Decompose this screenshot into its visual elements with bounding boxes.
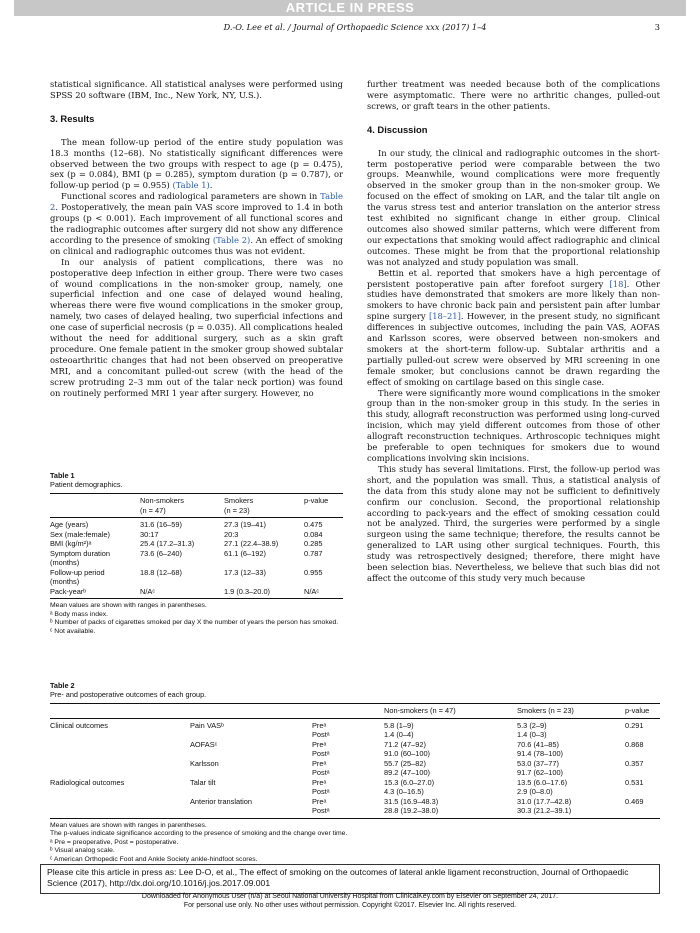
table1-header-row — [50, 494, 343, 518]
table2-cell: 31.0 (17.7–42.8) — [517, 796, 572, 806]
table1-row — [50, 568, 343, 587]
table2-cell: 91.0 (60–100) — [384, 749, 431, 758]
table2-row — [50, 730, 660, 740]
table1-cell: 73.6 (6–240) — [140, 548, 182, 558]
table1-cell: 20:3 — [224, 529, 239, 539]
table2-row — [50, 749, 660, 759]
table2-link[interactable]: Table 2 — [50, 191, 343, 213]
table2-cell: 0.868 — [625, 739, 644, 749]
table1-cell: Pack-yearᵇ — [50, 586, 87, 596]
article-in-press-banner: ARTICLE IN PRESS — [14, 0, 686, 16]
table2-cell: Anterior translation — [190, 796, 253, 806]
table1-note: Mean values are shown with ranges in parentheses. — [50, 602, 207, 609]
table2-cell: Postᵃ — [312, 768, 330, 777]
table2-cell: Talar tilt — [190, 777, 216, 787]
table1-cell: 18.8 (12–68) — [140, 567, 182, 577]
table2-row — [50, 787, 660, 797]
table2-block — [50, 681, 660, 864]
table2-row — [50, 740, 660, 750]
table2-cell — [50, 797, 190, 807]
table2-cell: Preᵃ — [312, 796, 327, 806]
table2-cell: 53.0 (37–77) — [517, 758, 559, 768]
discussion-paragraph-1: In our study, the clinical and radiographic outcomes in the short-term postoperative period were comparable between the two groups. Meanwhile, wound complications were more frequently observed in the smoker group than in the non-smoker group. We focused on the effect of smoking on LAR, and the talar tilt angle on the varus stress test and anterior translation on the anterior stress test exhibited no significant change in either group. Clinical outcomes also showed similar patterns, which were different from our expectations that smoking would affect radiographic and clinical outcomes. These might be from that the proportional relationship was not analyzed and study population was small. — [367, 147, 660, 267]
table1-cell: 0.955 — [304, 567, 323, 577]
table2-cell: 55.7 (25–82) — [384, 758, 426, 768]
table2-cell: 15.3 (6.0–27.0) — [384, 777, 435, 787]
table2-cell — [190, 749, 312, 759]
right-intro-paragraph: further treatment was needed because both of the complications were asymptomatic. There were no arthritic changes, pulled-out screws, or graft tears in the other patients. — [367, 79, 660, 111]
table2 — [50, 703, 660, 819]
table2-header-cell: Non-smokers (n = 47) — [384, 704, 517, 719]
table1-cell: Sex (male:female) — [50, 529, 110, 539]
table1-cell: Age (years) — [50, 520, 89, 529]
table2-cell — [190, 730, 312, 740]
table2-cell — [625, 749, 660, 759]
table1-header-cell: p-value — [304, 494, 343, 518]
table2-cell: Pain VASᵇ — [190, 720, 224, 730]
table2-cell: 0.531 — [625, 777, 644, 787]
table2-cell — [625, 806, 660, 818]
table2-cell: 91.7 (62–100) — [517, 768, 564, 777]
results-paragraph-1: The mean follow-up period of the entire study population was 18.3 months (12–68). No statistically significant differences were observed between the two groups with respect to age (p = 0.475), sex (p = 0.084), BMI (p = 0.285), symptom duration (p = 0.787), or follow-up period (p = 0.955) (Table 1). — [50, 136, 343, 191]
table1-row — [50, 549, 343, 568]
table1-cell: 0.285 — [304, 539, 323, 548]
table1 — [50, 493, 343, 599]
table2-cell: 5.8 (1–9) — [384, 720, 414, 730]
table2-row — [50, 718, 660, 730]
citation-box — [40, 864, 660, 894]
table1-cell: 27.3 (19–41) — [224, 520, 266, 529]
results-paragraph-2: Functional scores and radiological parameters are shown in Table 2. Postoperatively, the mean pain VAS score improved to 1.4 in both groups (p < 0.001). Each improvement of all functional scores and the radiographic outcomes after surgery did not show any difference according to the presence of smoking (Table 2). An effect of smoking on clinical and radiographic outcomes thus was not evident. — [50, 191, 343, 256]
table2-header-cell — [312, 704, 384, 719]
table2-cell: 5.3 (2–9) — [517, 720, 547, 730]
table2-cell: Preᵃ — [312, 758, 327, 768]
discussion-paragraph-4: This study has several limitations. First, the follow-up period was short, and the population was small. Thus, a statistical analysis of the data from this study alone may not be sufficient to definitively confirm our conclusion. Second, the proportional relationship according to pack-years and the effect of smoking cessation could not be analyzed. Third, the surgeries were performed by a single surgeon using the same technique; therefore, the results cannot be generalized to LAR using other surgical techniques. Fourth, this study was retrospectively designed; therefore, there might have been selection bias. Nevertheless, we believe that such bias did not affect the outcome of this study very much because — [367, 463, 660, 583]
table1-cell: 0.787 — [304, 548, 323, 558]
table2-row — [50, 759, 660, 769]
table1-cell: 0.475 — [304, 520, 323, 529]
table2-note: ᵃ Pre = preoperative, Post = postoperative. — [50, 838, 179, 846]
citation-text: Please cite this article in press as: Lee D-O, et al., The effect of smoking on the outcomes of lateral ankle ligament reconstruction, Journal of Orthopaedic Science (2017), http://dx.doi.org/10.1016/j.jos.2017.09.001 — [47, 867, 629, 888]
table2-cell: 0.469 — [625, 796, 644, 806]
table1-cell: 1.9 (0.3–20.0) — [224, 586, 271, 596]
table2-cell: 4.3 (0–16.5) — [384, 787, 424, 796]
table2-row — [50, 778, 660, 788]
table2-cell: 89.2 (47–100) — [384, 768, 431, 777]
table2-cell — [625, 768, 660, 778]
table2-cell: 71.2 (47–92) — [384, 739, 426, 749]
table1-header-cell: Smokers (n = 23) — [224, 494, 304, 518]
table2-cell — [50, 768, 190, 778]
table1-cell: N/Aᶜ — [304, 586, 319, 596]
table1-cell: 27.1 (22.4–38.9) — [224, 539, 279, 548]
table2-cell: Karlsson — [190, 758, 219, 768]
table1-cell: Symptom duration (months) — [50, 548, 110, 567]
table2-cell — [50, 740, 190, 750]
table2-cell — [50, 730, 190, 740]
table1-cell: 61.1 (6–192) — [224, 548, 266, 558]
table2-cell: Postᵃ — [312, 787, 330, 796]
table2-cell — [625, 730, 660, 740]
results-heading: 3. Results — [50, 112, 95, 124]
table2-cell — [625, 787, 660, 797]
table1-cell: BMI (kg/m²)ᵃ — [50, 539, 92, 548]
discussion-heading: 4. Discussion — [367, 123, 428, 135]
table1-notes — [50, 602, 343, 636]
table2-row — [50, 797, 660, 807]
table2-cell: AOFASᶜ — [190, 739, 218, 749]
table2-cell — [190, 806, 312, 818]
left-intro-paragraph: statistical significance. All statistical analyses were performed using SPSS 20 software (IBM, Inc., New York, NY, U.S.). — [50, 79, 343, 100]
download-notice-1: Downloaded for Anonymous User (n/a) at Seoul National University Hospital from ClinicalKey.com by Elsevier on September 24, 2017. — [141, 893, 559, 900]
table1-row — [50, 530, 343, 540]
table1-title: Patient demographics. — [50, 480, 123, 489]
table2-cell: 0.357 — [625, 758, 644, 768]
table2-cell — [190, 768, 312, 778]
table2-cell: 70.6 (41–85) — [517, 739, 559, 749]
table2-cell: 1.4 (0–4) — [384, 730, 414, 739]
table1-cell: 0.084 — [304, 529, 323, 539]
table2-cell: 28.8 (19.2–38.0) — [384, 806, 439, 815]
table2-cell: Preᵃ — [312, 720, 327, 730]
table2-row — [50, 806, 660, 818]
table2-header-cell — [190, 704, 312, 719]
table2-row — [50, 768, 660, 778]
table2-cell — [50, 806, 190, 818]
right-column — [367, 79, 660, 584]
table2-cell: Preᵃ — [312, 739, 327, 749]
table2-header-cell — [50, 704, 190, 719]
table2-cell: Preᵃ — [312, 777, 327, 787]
table1-block — [50, 471, 343, 636]
table1-cell: N/Aᶜ — [140, 586, 155, 596]
table2-cell: 30.3 (21.2–39.1) — [517, 806, 572, 815]
left-column — [50, 79, 343, 398]
table2-note: Mean values are shown with ranges in parentheses. — [50, 821, 207, 829]
table1-row — [50, 587, 343, 599]
table1-row — [50, 518, 343, 530]
table2-header-cell: Smokers (n = 23) — [517, 704, 625, 719]
table1-link[interactable]: (Table 1) — [172, 180, 210, 191]
discussion-paragraph-2: Bettin et al. reported that smokers have a high percentage of persistent postoperative pain after forefoot surgery [18]. Other studies have demonstrated that smokers are more likely than non-smokers to have chronic back pain and persistent pain after lumbar spine surgery [18–21]. However, in the present study, no significant differences in subjective outcomes, including the pain VAS, AOFAS and Karlsson scores, were observed between non-smokers and smokers at the short-term follow-up. Subtalar arthritis and a partially pulled-out screw were observed by MRI screening in one female smoker, but conclusions cannot be drawn regarding the effect of smoking on cartilage based on this single case. — [367, 267, 660, 387]
table2-note: ᵇ Visual analog scale. — [50, 847, 115, 855]
table1-cell: Follow-up period (months) — [50, 567, 105, 586]
table1-header-cell: Non-smokers (n = 47) — [140, 494, 224, 518]
page-number: 3 — [654, 22, 660, 32]
table2-cell — [190, 787, 312, 797]
discussion-paragraph-3: There were significantly more wound complications in the smoker group than in the non-smoker group in this study. In the series in this study, allograft reconstruction was performed using long-curved incision, which may yield different outcomes from those of other allograft reconstruction techniques. Arthroscopic techniques might be preferable to open techniques for smokers due to wound complications involving skin incisions. — [367, 387, 660, 463]
table2-cell: 0.291 — [625, 720, 644, 730]
table1-cell: 31.6 (16–59) — [140, 520, 182, 529]
ref-18-21-link[interactable]: [18–21] — [428, 311, 461, 322]
table2-cell — [50, 787, 190, 797]
table2-notes — [50, 822, 660, 865]
table1-row — [50, 539, 343, 549]
table2-header-cell: p-value — [625, 704, 660, 719]
table2-cell: Radiological outcomes — [50, 777, 125, 787]
table2-cell: Clinical outcomes — [50, 720, 108, 730]
table2-cell — [50, 749, 190, 759]
table2-cell: 31.5 (16.9–48.3) — [384, 796, 439, 806]
table2-cell: 13.5 (6.0–17.6) — [517, 777, 568, 787]
table1-header-cell — [50, 494, 140, 518]
ref-18-link[interactable]: [18] — [609, 278, 627, 289]
download-notice-2: For personal use only. No other uses without permission. Copyright ©2017. Elsevier Inc. All rights reserved. — [183, 902, 517, 909]
table1-cell: 30:17 — [140, 529, 159, 539]
table2-note: The p-values indicate significance according to the presence of smoking and the change over time. — [50, 830, 348, 838]
table1-note: ᶜ Not available. — [50, 627, 96, 635]
table2-cell: Postᵃ — [312, 806, 330, 815]
table2-cell: 1.4 (0–3) — [517, 730, 547, 739]
table2-note: ᶜ American Orthopedic Foot and Ankle Society ankle-hindfoot scores. — [50, 855, 258, 863]
table1-note: ᵃ Body mass index. — [50, 610, 109, 618]
table1-note: ᵇ Number of packs of cigarettes smoked per day X the number of years the person has smoked. — [50, 619, 339, 627]
table1-caption: Table 1 — [50, 471, 75, 480]
table2-caption: Table 2 — [50, 681, 75, 690]
table2-cell — [50, 759, 190, 769]
table2-cell: Postᵃ — [312, 749, 330, 758]
table1-cell: 25.4 (17.2–31.3) — [140, 539, 195, 548]
results-paragraph-3: In our analysis of patient complications, there was no postoperative deep infection in either group. There were two cases of wound complications in the non-smoker group, namely, one superficial infection and one case of delayed wound healing, whereas there were five wound complications in the smoker group, namely, two cases of delayed healing, two superficial infections and one case of superficial necrosis (p = 0.035). All complications healed without the need for additional surgery, such as a skin graft procedure. One female patient in the smoker group showed subtalar osteoarthritic changes that had not been observed on preoperative MRI, and a concomitant pulled-out screw (with the head of the screw protruding 2–3 mm out of the talar neck portion) was found on routinely performed MRI 1 year after surgery. However, no — [50, 256, 343, 398]
table1-cell: 17.3 (12–33) — [224, 567, 266, 577]
running-head: D.-O. Lee et al. / Journal of Orthopaedic Science xxx (2017) 1–4 — [223, 22, 487, 32]
table2-cell: Postᵃ — [312, 730, 330, 739]
table2-link-2[interactable]: (Table 2) — [212, 234, 251, 245]
table2-cell: 2.9 (0–8.0) — [517, 787, 553, 796]
table2-cell: 91.4 (78–100) — [517, 749, 564, 758]
table2-header-row — [50, 704, 660, 719]
table2-title: Pre- and postoperative outcomes of each group. — [50, 690, 207, 699]
